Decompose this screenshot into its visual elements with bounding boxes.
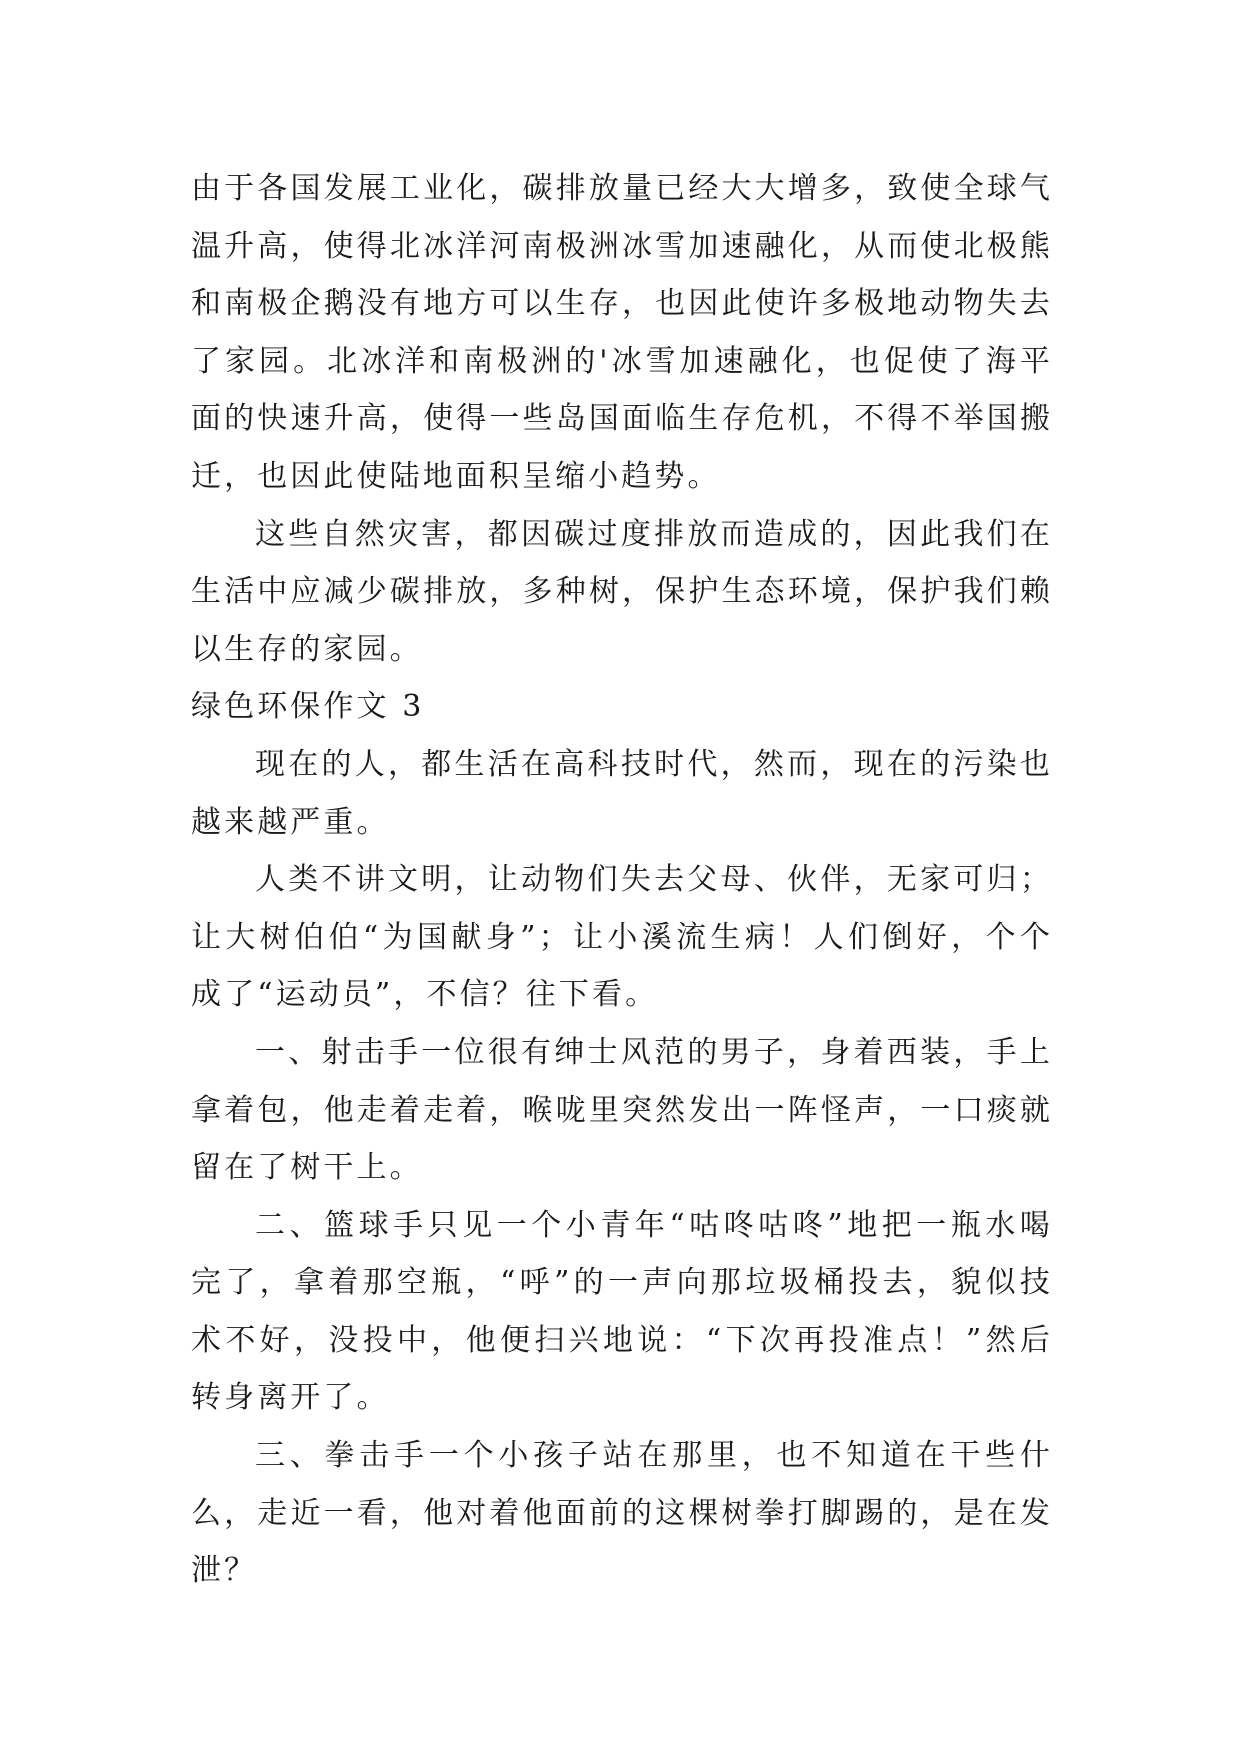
paragraph-1: 由于各国发展工业化，碳排放量已经大大增多，致使全球气温升高，使得北冰洋河南极洲冰雪加速融化，从而使北极熊和南极企鹅没有地方可以生存，也因此使许多极地动物失去了家园。北冰洋和南极洲的'冰雪加速融化，也促使了海平面的快速升高，使得一些岛国面临生存危机，不得不举国搬迁，也因此使陆地面积呈缩小趋势。 xyxy=(191,171,1053,494)
paragraph-5: 一、射击手一位很有绅士风范的男子，身着西装，手上拿着包，他走着走着，喉咙里突然发出一阵怪声，一口痰就留在了树干上。 xyxy=(191,1034,1053,1186)
paragraph-6: 二、篮球手只见一个小青年“咕咚咕咚”地把一瓶水喝完了，拿着那空瓶，“呼”的一声向那垃圾桶投去，貌似技术不好，没投中，他便扫兴地说：“下次再投准点！”然后转身离开了。 xyxy=(191,1207,1053,1416)
paragraph-7: 三、拳击手一个小孩子站在那里，也不知道在干些什么，走近一看，他对着他面前的这棵树拳打脚踢的，是在发泄？ xyxy=(191,1438,1053,1589)
document-body xyxy=(191,160,1053,1600)
paragraph-4: 人类不讲文明，让动物们失去父母、伙伴，无家可归；让大树伯伯“为国献身”；让小溪流生病！人们倒好，个个成了“运动员”，不信？往下看。 xyxy=(191,862,1053,1013)
paragraph-2: 这些自然灾害，都因碳过度排放而造成的，因此我们在生活中应减少碳排放，多种树，保护生态环境，保护我们赖以生存的家园。 xyxy=(191,516,1053,667)
section-heading: 绿色环保作文 3 xyxy=(191,689,425,725)
paragraph-3: 现在的人，都生活在高科技时代，然而，现在的污染也越来越严重。 xyxy=(191,746,1053,840)
